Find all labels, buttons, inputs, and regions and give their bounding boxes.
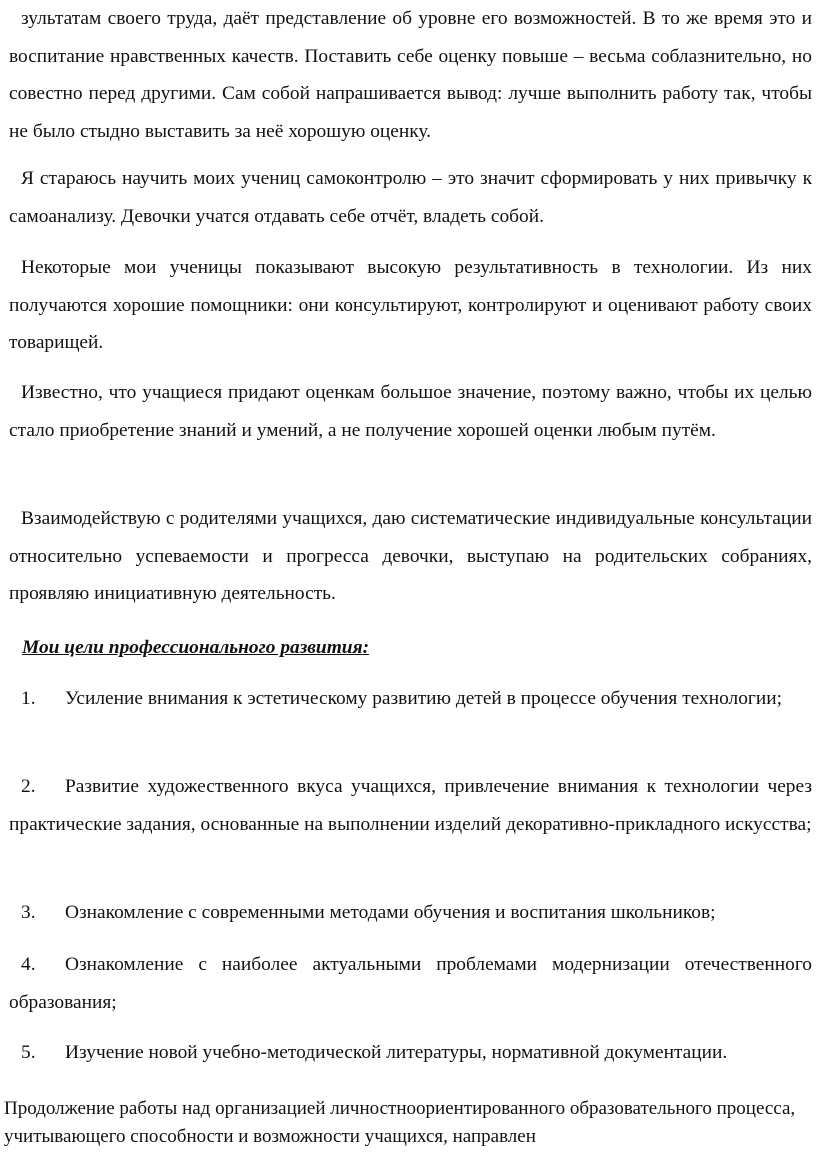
goal-number: 2. [21, 776, 36, 797]
goal-item-4 [9, 946, 812, 1021]
paragraph-continuation: Продолжение работы над организацией личностноориентированного образовательного процесса, учитывающего способности и возможности учащихся, направлен [4, 1098, 796, 1147]
goal-item-5 [9, 1034, 812, 1072]
goal-number: 4. [21, 954, 36, 975]
paragraph-helpers: Некоторые мои ученицы показывают высокую результативность в технологии. Из них получаются хорошие помощники: они консультируют, контролируют и оценивают работу своих товарищей. [9, 257, 812, 354]
goal-number: 1. [21, 688, 36, 709]
goal-text: Изучение новой учебно-методической литературы, нормативной документации. [65, 1042, 728, 1063]
paragraph-self-assessment: зультатам своего труда, даёт представление об уровне его возможностей. В то же время это и воспитание нравственных качеств. Поставить себе оценку повыше – весьма соблазнительно, но совестно перед другими. Сам собой напрашивается вывод: лучше выполнить работу так, чтобы не было стыдно выставить за неё хорошую оценку. [9, 8, 812, 142]
goal-number: 3. [21, 902, 36, 923]
goal-item-1 [9, 680, 812, 718]
paragraph-grades: Известно, что учащиеся придают оценкам большое значение, поэтому важно, чтобы их целью стало приобретение знаний и умений, а не получение хорошей оценки любым путём. [9, 382, 812, 441]
goal-text: Ознакомление с современными методами обучения и воспитания школьников; [65, 902, 716, 923]
goal-text: Ознакомление с наиболее актуальными проблемами модернизации отечественного образования; [9, 954, 812, 1013]
goal-text: Усиление внимания к эстетическому развитию детей в процессе обучения технологии; [65, 688, 782, 709]
goal-item-3 [9, 894, 812, 932]
paragraph-self-control: Я стараюсь научить моих учениц самоконтролю – это значит сформировать у них привычку к самоанализу. Девочки учатся отдавать себе отчёт, владеть собой. [9, 168, 812, 227]
goal-item-2 [9, 768, 812, 843]
goal-text: Развитие художественного вкуса учащихся, привлечение внимания к технологии через практические задания, основанные на выполнении изделий декоративно-прикладного искусства; [9, 776, 812, 835]
goals-heading: Мои цели профессионального развития: [22, 637, 370, 658]
paragraph-parents: Взаимодействую с родителями учащихся, даю систематические индивидуальные консультации относительно успеваемости и прогресса девочки, выступаю на родительских собраниях, проявляю инициативную деятельность. [9, 508, 812, 605]
goal-number: 5. [21, 1042, 36, 1063]
